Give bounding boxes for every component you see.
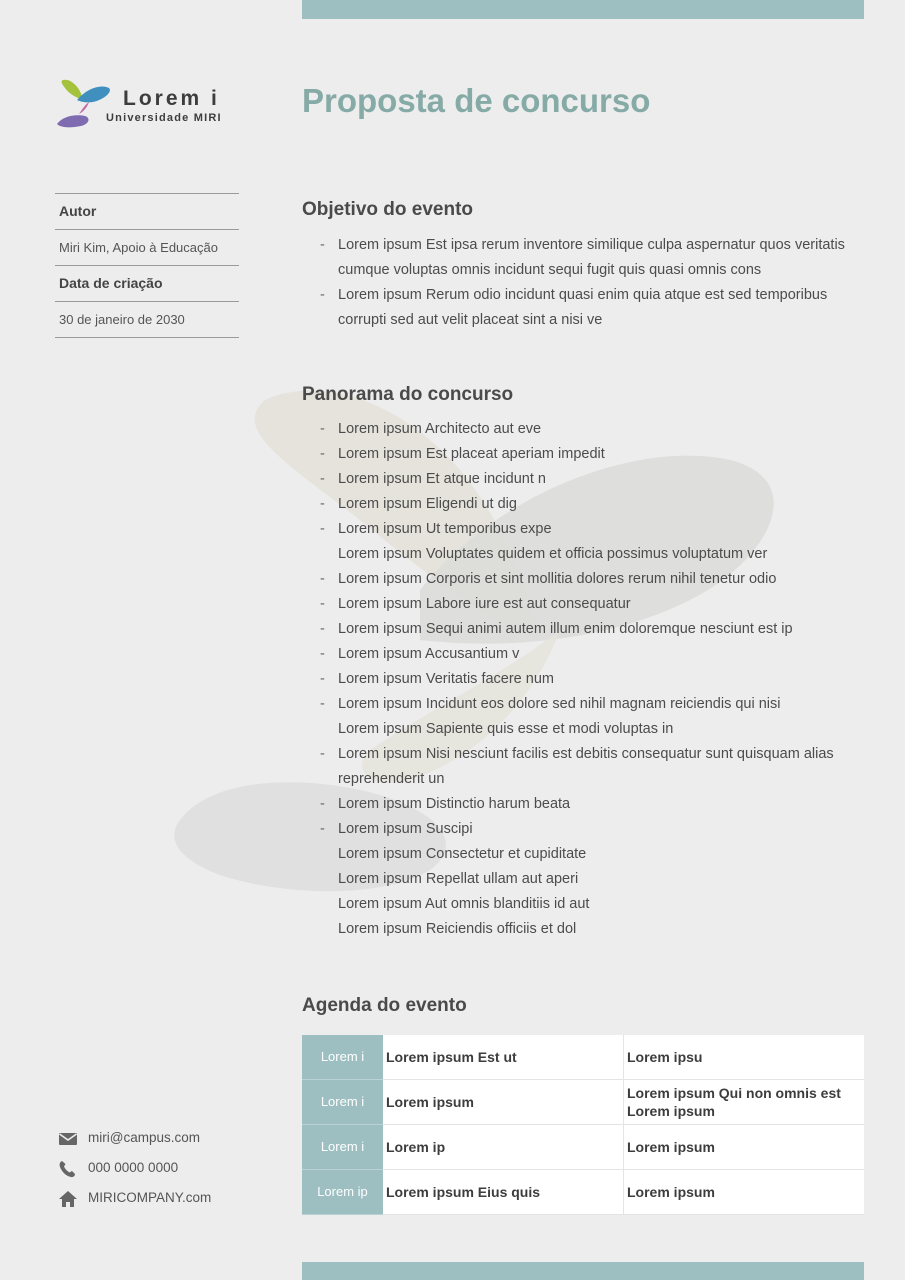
list-item: Lorem ipsum Consectetur et cupiditate: [338, 846, 587, 862]
table-row: [302, 1035, 864, 1080]
list-item: - Lorem ipsum Sequi animi autem illum enim doloremque nesciunt est ip: [320, 617, 866, 642]
list-item: - Lorem ipsum Nisi nesciunt facilis est debitis consequatur sunt quisquam alias: [320, 742, 866, 767]
list-item: Lorem ipsum Aut omnis blanditiis id aut: [338, 896, 590, 912]
agenda-cell: Lorem ipsum: [383, 1080, 624, 1125]
author-value: Miri Kim, Apoio à Educação: [55, 230, 239, 266]
date-label: Data de criação: [55, 266, 239, 302]
phone-icon: [58, 1160, 78, 1178]
author-label: Autor: [55, 194, 239, 230]
list-item: - Lorem ipsum Rerum odio incidunt quasi enim quia atque est sed temporibus corrupti sed aut velit placeat sint a nisi ve: [320, 283, 866, 333]
list-item: Lorem ipsum Voluptates quidem et officia possimus voluptatum ver: [338, 546, 768, 562]
objective-heading: Objetivo do evento: [302, 199, 474, 220]
overview-section: [302, 384, 864, 937]
website-text: MIRICOMPANY.com: [88, 1190, 212, 1205]
list-item: - Lorem ipsum Corporis et sint mollitia dolores rerum nihil tenetur odio: [320, 567, 866, 592]
objective-list: [320, 233, 866, 333]
table-row: [302, 1125, 864, 1170]
agenda-cell: Lorem ipsum Qui non omnis est Lorem ipsum: [624, 1080, 865, 1125]
list-item: Lorem ipsum Repellat ullam aut aperi: [338, 871, 579, 887]
list-item: - Lorem ipsum Est ipsa rerum inventore similique culpa aspernatur quos veritatis cumque voluptas omnis incidunt sequi fugit quis quasi omnis cons: [320, 233, 866, 283]
logo-name: Lorem i: [123, 87, 220, 110]
list-item: - Lorem ipsum Distinctio harum beata: [320, 792, 866, 817]
agenda-cell: Lorem ipsum: [624, 1170, 865, 1215]
agenda-time-cell: Lorem ip: [302, 1170, 383, 1215]
agenda-time-cell: Lorem i: [302, 1080, 383, 1125]
overview-list: [320, 417, 866, 942]
phone-text: 000 0000 0000: [88, 1160, 179, 1175]
date-value: 30 de janeiro de 2030: [55, 302, 239, 338]
table-row: [302, 1170, 864, 1215]
logo-subtitle: Universidade MIRI: [106, 112, 222, 124]
home-icon: [58, 1190, 78, 1208]
list-item: reprehenderit un: [338, 771, 445, 787]
agenda-cell: Lorem ipsum Est ut: [383, 1035, 624, 1080]
list-item: - Lorem ipsum Labore iure est aut consequatur: [320, 592, 866, 617]
document-meta: [55, 193, 239, 338]
list-item: - Lorem ipsum Et atque incidunt n: [320, 467, 866, 492]
top-accent-bar: [302, 0, 864, 19]
list-item: Lorem ipsum Sapiente quis esse et modi voluptas in: [338, 721, 674, 737]
list-item: - Lorem ipsum Est placeat aperiam impedit: [320, 442, 866, 467]
agenda-time-cell: Lorem i: [302, 1125, 383, 1170]
list-item: - Lorem ipsum Ut temporibus expe: [320, 517, 866, 542]
contact-info: [58, 1125, 288, 1215]
agenda-cell: Lorem ipsum Eius quis: [383, 1170, 624, 1215]
university-logo: [55, 78, 265, 130]
list-item: - Lorem ipsum Incidunt eos dolore sed nihil magnam reiciendis qui nisi: [320, 692, 866, 717]
mail-icon: [58, 1130, 78, 1148]
list-item: Lorem ipsum Reiciendis officiis et dol: [338, 921, 577, 937]
list-item: - Lorem ipsum Architecto aut eve: [320, 417, 866, 442]
objective-section: [302, 199, 864, 328]
contact-website: [58, 1185, 288, 1215]
agenda-cell: Lorem ip: [383, 1125, 624, 1170]
list-item: - Lorem ipsum Eligendi ut dig: [320, 492, 866, 517]
agenda-cell: Lorem ipsu: [624, 1035, 865, 1080]
contact-email: [58, 1125, 288, 1155]
list-item: - Lorem ipsum Veritatis facere num: [320, 667, 866, 692]
table-row: [302, 1080, 864, 1125]
agenda-table: [302, 1035, 864, 1215]
overview-heading: Panorama do concurso: [302, 384, 514, 405]
agenda-section: [302, 995, 864, 1017]
bottom-accent-bar: [302, 1262, 864, 1280]
page-title: Proposta de concurso: [302, 82, 651, 119]
list-item: - Lorem ipsum Suscipi: [320, 817, 866, 842]
list-item: - Lorem ipsum Accusantium v: [320, 642, 866, 667]
contact-phone: [58, 1155, 288, 1185]
email-text: miri@campus.com: [88, 1130, 200, 1145]
agenda-time-cell: Lorem i: [302, 1035, 383, 1080]
agenda-heading: Agenda do evento: [302, 995, 467, 1016]
agenda-cell: Lorem ipsum: [624, 1125, 865, 1170]
